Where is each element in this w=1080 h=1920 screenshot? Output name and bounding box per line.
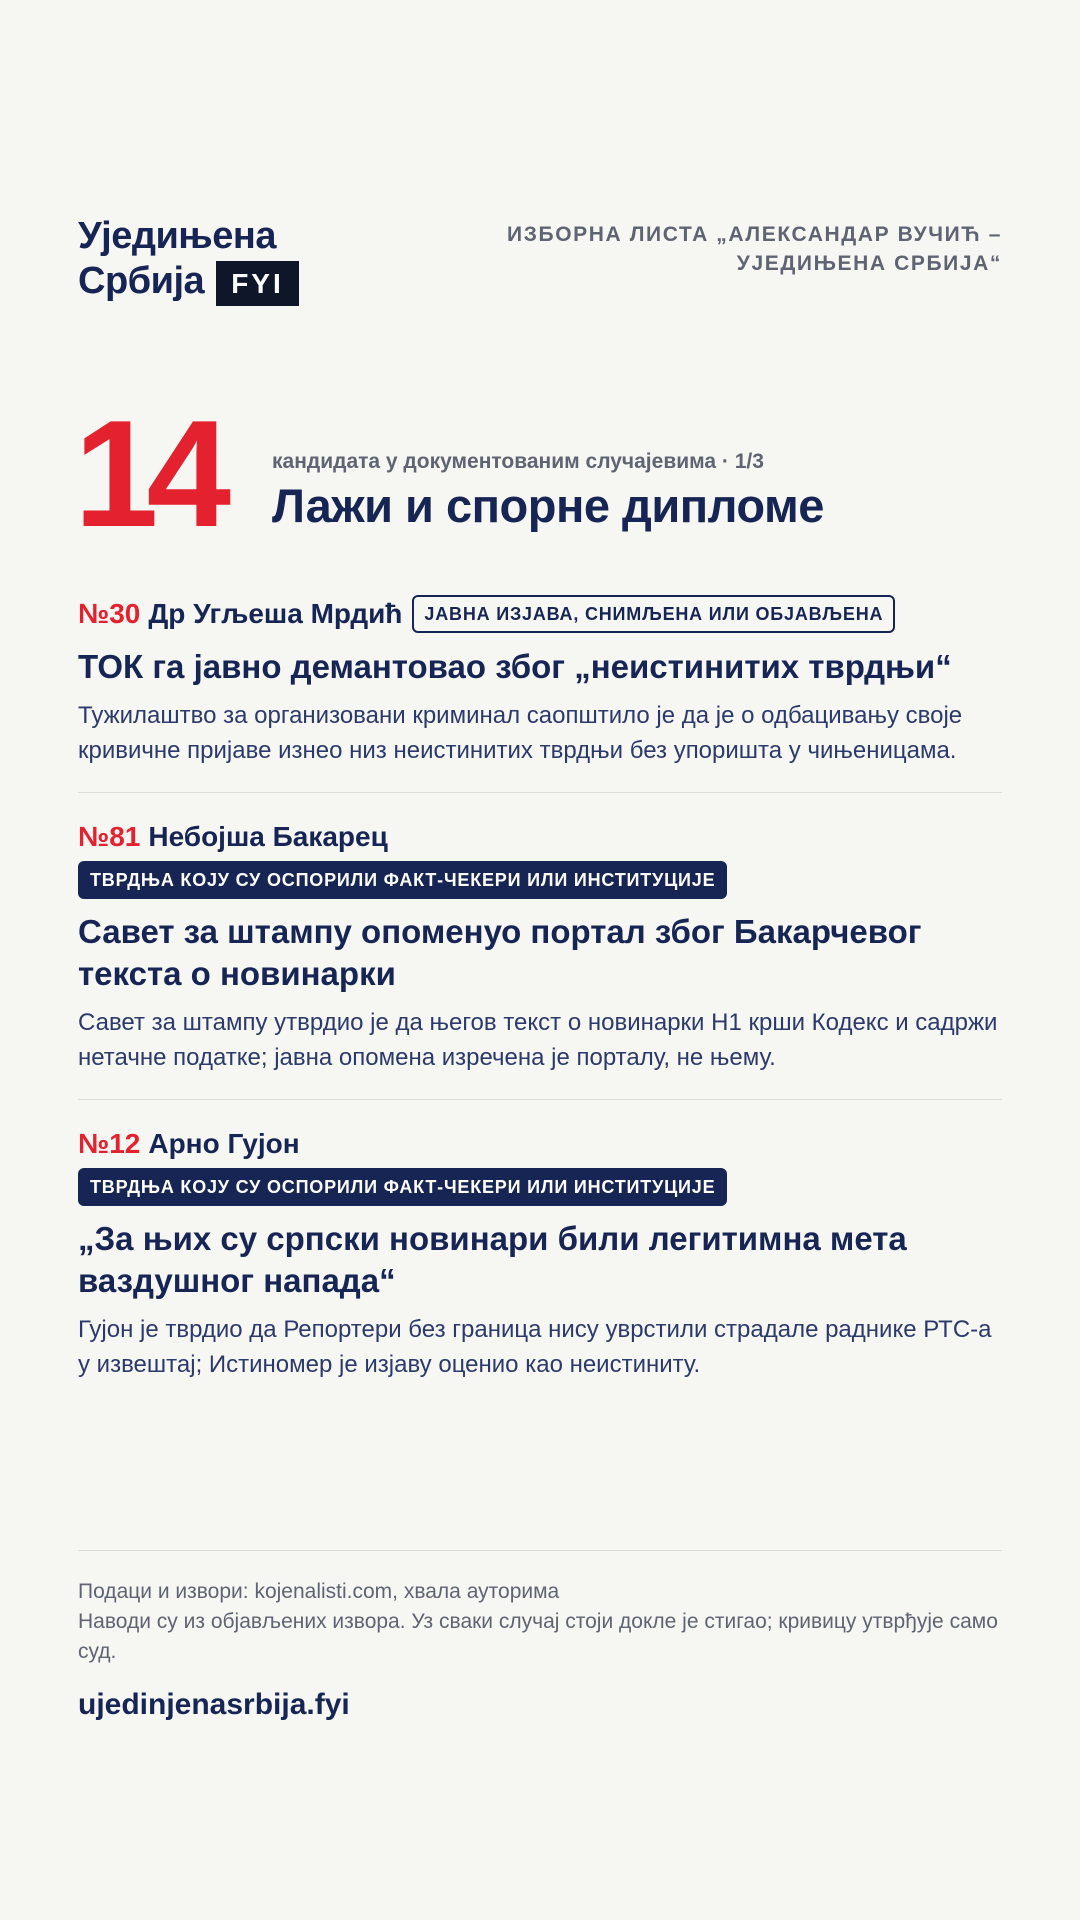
entry-title: ТОК га јавно демантовао због „неистинитих тврдњи“ [78,648,952,685]
website-link[interactable]: ujedinjenasrbija.fyi [78,1688,350,1721]
electoral-list-name [507,220,1002,278]
hero [74,389,1002,559]
hero-subtitle: кандидата у документованим случајевима · 1/3 [272,450,764,473]
entry-body: Гујон је тврдио да Репортери без граница нису уврстили страдале раднике РТС-а у извештај; Истиномер је изјаву оценио као неистиниту. [78,1316,992,1378]
hero-title: Лажи и спорне дипломе [272,479,824,532]
entry-body: Савет за штампу утврдио је да његов текст о новинарки Н1 крши Кодекс и садржи нетачне податке; јавна опомена изречена је порталу, не њему. [78,1009,998,1071]
list-name-line-1: ИЗБОРНА ЛИСТА „АЛЕКСАНДАР ВУЧИЋ – [507,223,1002,246]
footer [78,1550,1002,1725]
hero-text [272,448,824,534]
page [74,0,1002,1920]
entry-title: „За њих су српски новинари били легитимна мета ваздушног напада“ [78,1220,907,1299]
category-tag: ТВРДЊА КОЈУ СУ ОСПОРИЛИ ФАКТ-ЧЕКЕРИ ИЛИ ИНСТИТУЦИЈЕ [78,861,727,899]
entry-title: Савет за штампу опоменуо портал због Бакарчевог текста о новинарки [78,913,922,992]
entry-30 [78,594,1002,793]
entry-header [78,1124,1002,1164]
entry-12 [78,1124,1002,1406]
category-tag: ТВРДЊА КОЈУ СУ ОСПОРИЛИ ФАКТ-ЧЕКЕРИ ИЛИ ИНСТИТУЦИЈЕ [78,1168,727,1206]
footer-sources: Подаци и извори: kojenalisti.com, хвала ауторима [78,1580,560,1603]
logo-line-2-text: Србија [78,260,205,302]
entries-list [78,594,1002,1430]
candidate-name: Др Угљеша Мрдић [148,598,403,629]
candidate-number: №30 [78,598,141,629]
entry-header [78,817,1002,857]
header [78,216,1002,306]
candidate-name: Арно Гујон [148,1128,300,1159]
candidate-number: №12 [78,1128,141,1159]
candidate-name: Небојша Бакарец [148,821,388,852]
entry-body: Тужилаштво за организовани криминал саопштило је да је о одбацивању своје кривичне пријаве изнео низ неистинитих тврдњи без упоришта у чињеницама. [78,702,963,764]
fyi-badge: FYI [216,261,299,306]
entry-header [78,594,1002,634]
logo[interactable] [78,216,299,306]
footer-disclaimer: Наводи су из објављених извора. Уз сваки случај стоји докле је стигао; кривицу утврђује само суд. [78,1610,998,1663]
entry-81 [78,817,1002,1100]
candidate-count: 14 [74,389,220,559]
list-name-line-2: УЈЕДИЊЕНА СРБИЈА“ [736,252,1002,275]
candidate-number: №81 [78,821,141,852]
logo-line-2 [78,257,299,306]
logo-line-1: Уједињена [78,215,276,257]
category-tag: ЈАВНА ИЗЈАВА, СНИМЉЕНА ИЛИ ОБЈАВЉЕНА [412,595,895,633]
